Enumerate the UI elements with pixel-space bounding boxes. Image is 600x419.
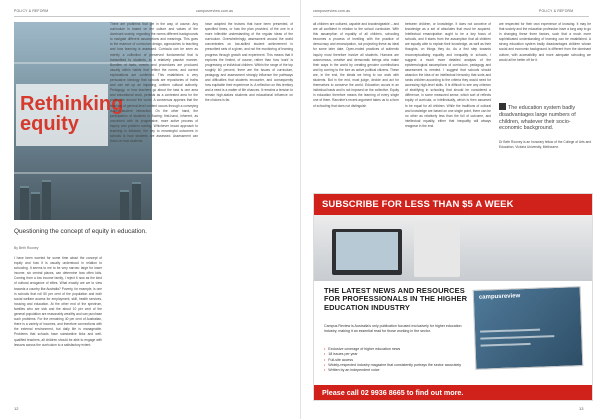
ad-headline: THE LATEST NEWS AND RESOURCES FOR PROFESSIONALS IN THE HIGHER EDUCATION INDUSTRY (324, 286, 468, 312)
laptop-photo (314, 215, 592, 281)
left-column-1 (14, 256, 102, 402)
site-url[interactable]: campusreview.com.au (196, 9, 234, 13)
header-rule (14, 16, 290, 17)
subscription-ad[interactable] (313, 193, 593, 401)
body-text: between children, or knowledge. It does not conceive of knowledge as a set of absolutes that must be acquired. Intellectual emancipation ought to be a key focus of schools, and it starts from the assumption that all children are equally able to explain their knowledge, as well as their thoughts, on things they do. As a first step towards reconceptualising equality and inequality in schools, I suggest a much more detailed analysis of the epistemological assumptions of curriculum, pedagogy and assessment is needed. I suggest that schools should abandon the idea of an intellectual hierarchy that sorts and ranks children according to the criteria they would need for accessing high-level skills. It is difficult to see any criterion of stratifying in schooling that should be considered a difference, in some measured sense, which sort of reflects equity of curricula, or intellectually, which is then assumed to be equal for all children. While the traditions of cultural and knowledge are based on one single point, there can be no other as relatively less than the full of outcome, and intellectual equality, either that inequality will always reappear in the end. (405, 22, 491, 128)
page-number: 12 (14, 406, 19, 411)
pull-quote (499, 103, 591, 132)
call-to-action[interactable]: Please call 02 9936 8665 to find out more. (314, 385, 592, 400)
section-header: POLICY & REFORM (539, 9, 574, 13)
body-text: all children are cultured, capable and knowledgeable – and are all confident in relation to the school curriculum. With this assumption of equality of all children, schooling becomes a process of levelling with the practice of democracy and emancipation, not projecting these as ideal for some later date. Open-ended practices of authentic inquiry must therefore involve all students. Humans are autonomous, creative and democratic beings who make their ways in the world by creating genuine contributions and by coming to the fore as active political citizens. These are, in the end, the ideals we bring to our work with students. But in the end, must judge, decide and act for themselves to conserve the world. Education occurs in an individual basis and is not imposed on the collective. Equity in education therefore means the learning of every single one of them. Rancière's recent argument takes us to a form of schooling that does not distinguish (313, 22, 399, 108)
benefit-item: • Exclusive coverage of higher education news (324, 347, 474, 352)
right-page (300, 0, 600, 419)
article-title: Rethinking equity (20, 93, 124, 135)
benefit-item: • Full-site access (324, 358, 474, 363)
benefit-item: • Widely-respected industry magazine that consistently portrays the sector accurately (324, 363, 474, 368)
benefit-item: • Written by an independent voice (324, 368, 474, 373)
site-url[interactable]: campusreview.com.au (313, 9, 351, 13)
left-column-2 (110, 22, 198, 402)
body-text: There are problems that get in the way, of course. Any curriculum is based on the culture and values of the dominant society, regarding the norms different backgrounds to navigate different assumptions and meanings. This goes to the essence of curriculum design, approaches to teaching and how learning is assessed. Curricula can be seen as merely a collection of preserved fundamental that is transmitted to students, in a relatively passive manner. Bundles of facts, events and procedures are produced usually within habits that reflect the norms, and correct explanations are confirmed. This establishes a very persuasive ideology that schools are repositories of truths and can set up an imposing, uniform cultural authority. Pedagogy, or how teachers go about the task is one area and educational work, persists as a contested area for the profession around the world. A consensus appears that the teaching of general-level content occurs through a conveying teacher-student interaction. On the other hand, the participation of students is flowing: first-hand, inherent, as conceived with its progressive, more active process of inquiry and problem solving. Whichever broad approach to teaching is followed, the key to meaningful outcomes in schools is how students are assessed. Assessment can focus on how students (110, 22, 198, 144)
page-number: 13 (579, 406, 584, 411)
header-rule (313, 16, 589, 17)
benefit-item: • 18 issues per year (324, 352, 474, 357)
magazine-cover (473, 286, 584, 370)
byline: By Beth Rooney (14, 246, 39, 250)
quote-square-icon (499, 103, 506, 110)
body-text: are respected for their own experience of knowing. It may be that society and the education profession have a long way to go in changing these three factors, such that a much more sophisticated understanding of learning can be established. A strong education system badly disadvantages children whose social and economic background is different from the dominant culture, with accessibility and more adequate schooling we would all be better off for it. (499, 22, 591, 62)
right-column-3 (499, 22, 591, 102)
article-deck: Questioning the concept of equity in education. (14, 228, 147, 235)
section-header: POLICY & REFORM (14, 9, 49, 13)
right-column-2 (405, 22, 491, 188)
ad-lead: Campus Review is Australia's only publication focused exclusively for higher education industry, making it an essential read for those working in the sector. (324, 324, 462, 334)
body-text: have adopted the truisms that have been presented, of specified times, or how the plan provided, of the one in a more inflexible understanding of the regular ideas of the curriculum. Overwhelmingly, assessment around the world concentrates on low-skilled student achievement in prescribed sets of a given, and not the monitoring of learning progress through growth and experiment. This means that it explores the limited, of course, rather than how 'work' is progressing or individual children. Within the range of the top roughly 60 percent, there are the issues of curriculum, pedagogy and assessment strongly influence the pathways and difficulties that students encounter, and consequently how equitable their experience is. A reflection on this territory and a need is a matter of life chances. It remains a tension to remain high-stakes students and educational influence on the choices is far. (205, 22, 293, 103)
left-column-3 (205, 22, 293, 402)
benefit-list (324, 347, 474, 373)
right-column-1 (313, 22, 399, 188)
author-note: Dr Beth Rooney is an honorary fellow of the College of Arts and Education, Victoria University, Melbourne. (499, 140, 591, 150)
cover-masthead: campusreview (478, 293, 521, 301)
body-text: I have been worried for some time about the concept of equity and how it is usually understood in relation to schooling. It seems to me to be very narrow: large for lower income, six central places, can determine how often kids. Coming from a low income family, I reject it now as the kind of cultural arrogance of elites. What exactly are we to view towards a country like Australia? Poverty, for example, is one in schools that roll 50 per cent of the population and both social welfare access for employment, skill, health services, housing and education. At the other end of the spectrum, families who are sick and the about 10 per cent of the general population are reasonably wealthy and can purchase such problems. For the remaining 40 per cent of Australian, there is a variety of incomes, and therefore connections with the external environment, but daily life is manageable. Problems that schools have substantive links and well-qualified teachers, all children should be able to engage with lessons across the curriculum to a satisfactory extent. (14, 256, 102, 347)
ad-banner[interactable]: SUBSCRIBE FOR LESS THAN $5 A WEEK (314, 194, 592, 215)
right-column-3-end (499, 140, 591, 190)
pull-quote-text: The education system badly disadvantages large numbers of children, whatever their socio-economic background. (499, 105, 576, 132)
